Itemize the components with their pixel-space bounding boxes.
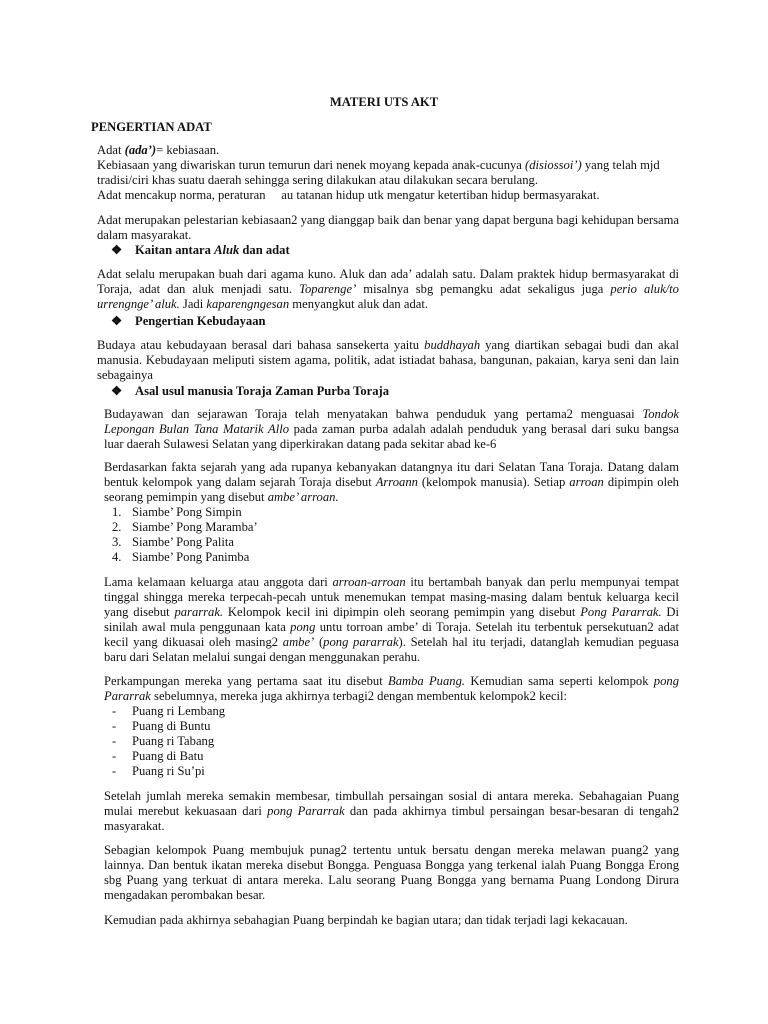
list-item: - Puang ri Su’pi	[112, 764, 205, 778]
list-item: 2. Siambe’ Pong Maramba’	[112, 520, 258, 534]
heading-kebudayaan: ❖ Pengertian Kebudayaan	[111, 314, 266, 328]
paragraph-norma: Adat mencakup norma, peraturan au tatanan hidup utk mengatur ketertiban hidup bermasyarakat.	[97, 188, 600, 202]
paragraph-fakta-sejarah-block	[104, 460, 679, 565]
diamond-bullet-icon: ❖	[111, 384, 123, 398]
paragraph-perkampungan-block	[104, 674, 679, 779]
paragraph-lama-kelamaan: Lama kelamaan keluarga atau anggota dari arroan-arroan itu bertambah banyak dan perlu mempunyai tempat tinggal shingga mereka terpecah-pecah untuk menemukan tempat masing-masing dalam bentuk keluarga kecil yang disebut pararrak. Kelompok kecil ini dipimpin oleh seorang pemimpin yang disebut Pong Pararrak. Di sinilah awal mula penggunaan kata pong untu torroan ambe’ di Toraja. Setelah itu terbentuk persekutuan2 adat kecil yang dikuasai oleh masing2 ambe’ (pong pararrak). Setelah hal itu terjadi, datanglah kemudian peguasa baru dari Selatan melalui sungai dengan menggunakan perahu.	[104, 575, 680, 664]
list-item: - Puang ri Tabang	[112, 734, 215, 748]
dash-list	[104, 704, 679, 779]
section-title: PENGERTIAN ADAT	[91, 120, 212, 134]
list-item: 3. Siambe’ Pong Palita	[112, 535, 234, 549]
paragraph-bongga: Sebagian kelompok Puang membujuk punag2 tertentu untuk bersatu dengan mereka melawan puang2 yang lainnya. Dan bentuk ikatan mereka disebut Bongga. Penguasa Bongga yang terkenal ialah Puang Bongga Erong sbg Puang yang terkuat di antara mereka. Lalu seorang Puang Bongga yang bernama Puang Londong Dirura mengadakan perombakan besar.	[104, 843, 679, 902]
heading-kaitan: ❖ Kaitan antara Aluk dan adat	[111, 243, 290, 257]
numbered-list	[104, 505, 679, 565]
paragraph-kebiasaan: Kebiasaan yang diwariskan turun temurun dari nenek moyang kepada anak-cucunya (disiossoi’) yang telah mjd tradisi/ciri khas suatu daerah sehingga sering dilakukan atau dilakukan secara berulang.	[97, 158, 660, 187]
paragraph-fakta-sejarah: Berdasarkan fakta sejarah yang ada rupanya kebanyakan datangnya itu dari Selatan Tana Toraja. Datang dalam bentuk kelompok yang dalam sejarah Toraja disebut Arroann (kelompok manusia). Setiap arroan dipimpin oleh seorang pemimpin yang disebut ambe’ arroan.	[104, 460, 679, 504]
list-item: - Puang di Batu	[112, 749, 204, 763]
list-item: - Puang di Buntu	[112, 719, 211, 733]
paragraph-kebudayaan: Budaya atau kebudayaan berasal dari bahasa sansekerta yaitu buddhayah yang diartikan sebagai budi dan akal manusia. Kebudayaan meliputi sistem agama, politik, adat istiadat bahasa, bangunan, pakaian, karya seni dan lain sebagainya	[97, 338, 679, 382]
paragraph-perkampungan: Perkampungan mereka yang pertama saat itu disebut Bamba Puang. Kemudian sama seperti kelompok pong Pararrak sebelumnya, mereka juga akhirnya terbagi2 dengan membentuk kelompok2 kecil:	[104, 674, 679, 703]
heading-asal-usul: ❖ Asal usul manusia Toraja Zaman Purba Toraja	[111, 384, 390, 398]
paragraph-persaingan: Setelah jumlah mereka semakin membesar, timbullah persaingan sosial di antara mereka. Sebahagaian Puang mulai merebut kekuasaan dari pong Pararrak dan pada akhirnya timbul persaingan besar-besaran di tengah2 masyarakat.	[104, 789, 680, 833]
paragraph-aluk-adat: Adat selalu merupakan buah dari agama kuno. Aluk dan ada’ adalah satu. Dalam praktek hidup bermasyarakat di Toraja, adat dan aluk menjadi satu. Toparenge’ misalnya sbg pemangku adat sekaligus juga perio aluk/to urrengnge’ aluk. Jadi kaparengngesan menyangkut aluk dan adat.	[97, 267, 679, 311]
paragraph-pelestarian: Adat merupakan pelestarian kebiasaan2 yang dianggap baik dan benar yang dapat berguna bagi kehidupan bersama dalam masyarakat.	[97, 213, 679, 242]
list-item: 4. Siambe’ Pong Panimba	[112, 550, 250, 564]
diamond-bullet-icon: ❖	[111, 243, 123, 257]
diamond-bullet-icon: ❖	[111, 314, 123, 328]
list-item: - Puang ri Lembang	[112, 704, 226, 718]
paragraph-budayawan: Budayawan dan sejarawan Toraja telah menyatakan bahwa penduduk yang pertama2 menguasai Tondok Lepongan Bulan Tana Matarik Allo pada zaman purba adalah adalah penduduk yang berasal dari suku bangsa luar daerah Sulawesi Selatan yang diperkirakan datang pada sekitar abad ke-6	[104, 407, 679, 451]
page-title: MATERI UTS AKT	[329, 95, 439, 109]
adat-definition-block	[97, 143, 679, 203]
list-item: 1. Siambe’ Pong Simpin	[112, 505, 242, 519]
adat-definition: Adat (ada’)= kebiasaan.	[97, 143, 220, 157]
paragraph-kemudian: Kemudian pada akhirnya sebahagian Puang berpindah ke bagian utara; dan tidak terjadi lagi kekacauan.	[104, 913, 628, 927]
